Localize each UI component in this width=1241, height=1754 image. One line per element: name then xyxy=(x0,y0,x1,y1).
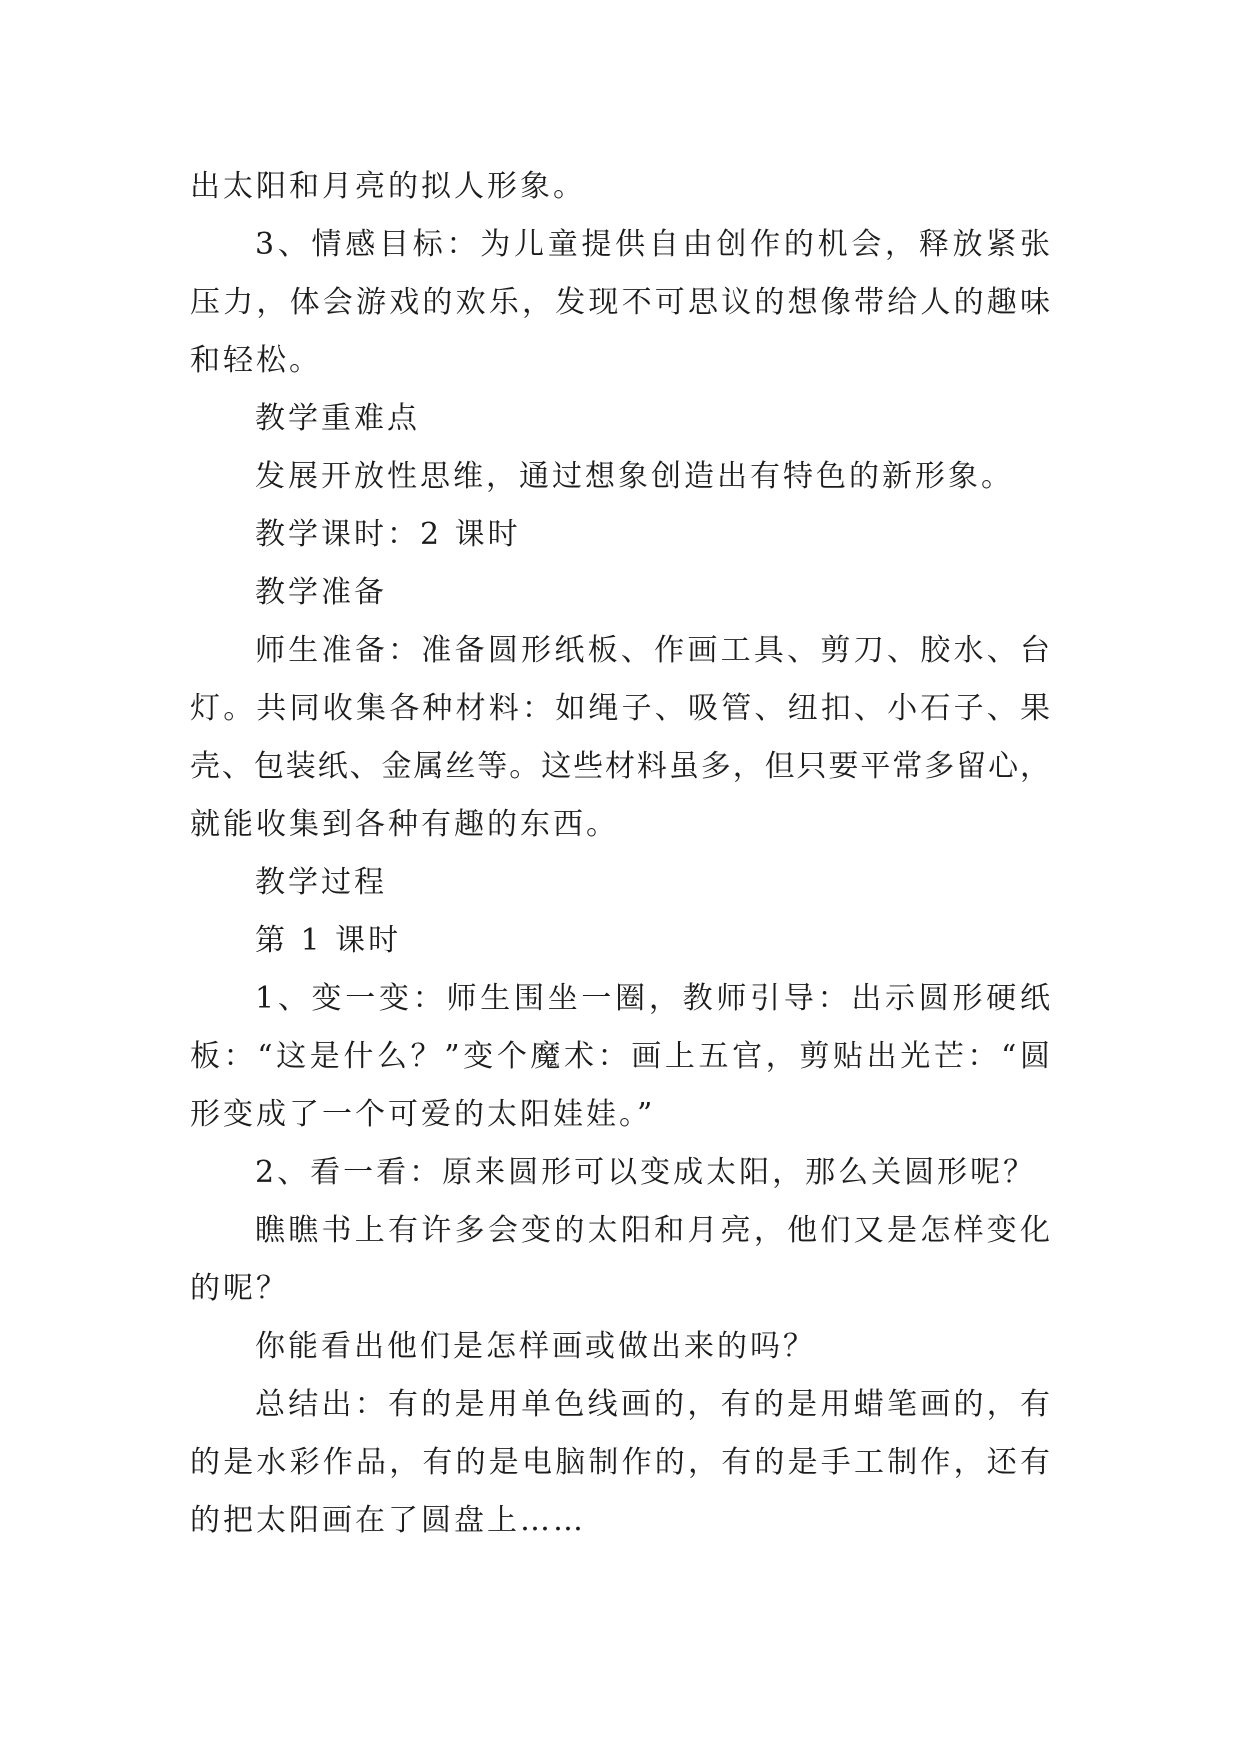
paragraph-continued xyxy=(190,158,1050,216)
text-line: 和轻松。 xyxy=(190,343,322,378)
text-line: 出太阳和月亮的拟人形象。 xyxy=(190,169,586,204)
text-line: 就能收集到各种有趣的东西。 xyxy=(190,807,619,842)
heading-text: 第 1 课时 xyxy=(255,923,402,958)
paragraph-emotional-goal xyxy=(190,216,1050,390)
heading-text: 教学重难点 xyxy=(255,401,420,436)
text-line: 教学课时：2 课时 xyxy=(255,517,521,552)
text-line: 灯。共同收集各种材料：如绳子、吸管、纽扣、小石子、果 xyxy=(190,691,1050,726)
text-line: 形变成了一个可爱的太阳娃娃。” xyxy=(190,1097,656,1132)
paragraph-class-hours xyxy=(190,506,1050,564)
paragraph-summary xyxy=(190,1376,1050,1550)
text-line: 发展开放性思维，通过想象创造出有特色的新形象。 xyxy=(255,459,1014,494)
heading-text: 教学准备 xyxy=(255,575,387,610)
text-line: 的把太阳画在了圆盘上…… xyxy=(190,1503,586,1538)
text-line: 师生准备：准备圆形纸板、作画工具、剪刀、胶水、台 xyxy=(255,633,1050,668)
text-line: 2、看一看：原来圆形可以变成太阳，那么关圆形呢？ xyxy=(255,1155,1037,1190)
paragraph xyxy=(190,1318,1050,1376)
text-line: 的呢？ xyxy=(190,1271,289,1306)
text-line: 板：“这是什么？”变个魔术：画上五官，剪贴出光芒：“圆 xyxy=(190,1039,1050,1074)
section-heading xyxy=(190,390,1050,448)
text-line: 你能看出他们是怎样画或做出来的吗？ xyxy=(255,1329,816,1364)
text-line: 1、变一变：师生围坐一圈，教师引导：出示圆形硬纸 xyxy=(255,981,1050,1016)
text-block xyxy=(190,158,1050,1550)
text-line: 的是水彩作品，有的是电脑制作的，有的是手工制作，还有 xyxy=(190,1445,1050,1480)
heading-text: 教学过程 xyxy=(255,865,387,900)
text-line: 压力，体会游戏的欢乐，发现不可思议的想像带给人的趣味 xyxy=(190,285,1050,320)
paragraph-step-2 xyxy=(190,1144,1050,1202)
paragraph xyxy=(190,1202,1050,1318)
section-heading xyxy=(190,854,1050,912)
section-heading xyxy=(190,564,1050,622)
text-line: 瞧瞧书上有许多会变的太阳和月亮，他们又是怎样变化 xyxy=(255,1213,1050,1248)
text-line: 壳、包装纸、金属丝等。这些材料虽多，但只要平常多留心， xyxy=(190,749,1050,784)
paragraph-preparation xyxy=(190,622,1050,854)
paragraph-step-1 xyxy=(190,970,1050,1144)
text-line: 3、情感目标：为儿童提供自由创作的机会，释放紧张 xyxy=(255,227,1050,262)
paragraph xyxy=(190,448,1050,506)
subsection-heading xyxy=(190,912,1050,970)
text-line: 总结出：有的是用单色线画的，有的是用蜡笔画的，有 xyxy=(255,1387,1050,1422)
